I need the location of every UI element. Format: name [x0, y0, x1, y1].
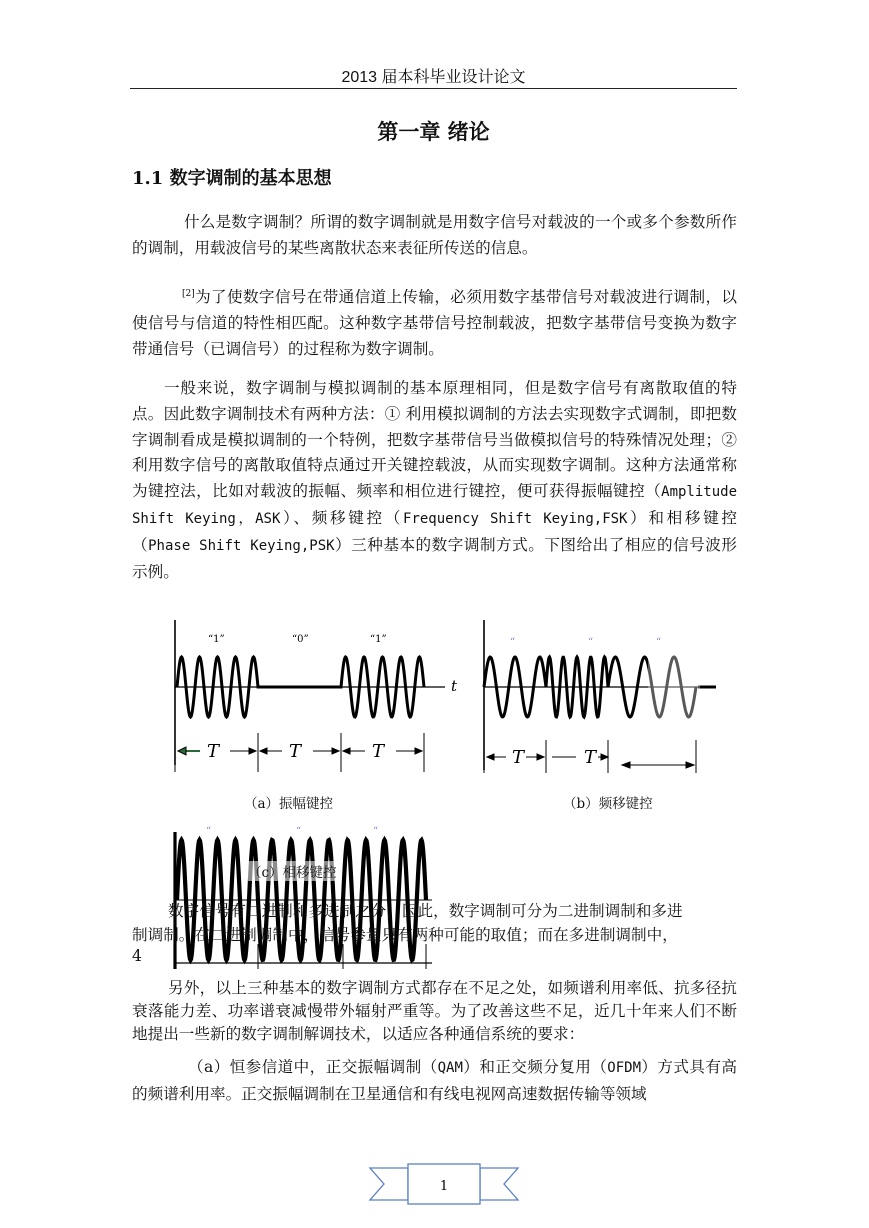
qam-term: QAM — [437, 1060, 463, 1076]
citation-ref: [2] — [182, 289, 195, 299]
paragraph-6-text-c: ）方式具有高的频谱利用率。正交振幅调制在卫星通信和有线电视网高速数据传输等领域 — [132, 1058, 737, 1103]
section-title: 1.1 数字调制的基本思想 — [132, 168, 332, 189]
page-number: 1 — [439, 1179, 449, 1194]
ofdm-term: OFDM — [607, 1060, 641, 1076]
psk-caption: （c）相移键控 — [248, 861, 337, 881]
fsk-waveform-figure — [480, 615, 720, 780]
paragraph-2 — [132, 282, 737, 363]
paragraph-2-text: 为了使数字信号在带通信道上传输，必须用数字基带信号对载波进行调制，以使信号与信道的特性相匹配。这种数字基带信号控制载波，把数字基带信号变换为数字带通信号（已调信号）的过程称为数字调制。 — [132, 288, 737, 358]
paragraph-4-line-3: 4 — [132, 947, 142, 965]
ask-bit-label-2: “0” — [292, 634, 309, 645]
fsk-period-label-2: T — [584, 747, 597, 768]
fsk-bit-mark-2: “ — [588, 637, 594, 648]
paragraph-6 — [132, 1055, 737, 1108]
ask-period-label-1: T — [207, 741, 220, 762]
ask-caption: （a）振幅键控 — [244, 796, 334, 812]
paragraph-3-text-a: 一般来说，数字调制与模拟调制的基本原理相同，但是数字信号有离散取值的特点。因此数字调制技术有两种方法：① 利用模拟调制的方法去实现数字式调制，即把数字调制看成是模拟调制的一个特例，把数字基带信号当做模拟信号的特殊情况处理；② 利用数字信号的离散取值特点通过开关键控载波，从而实现数字调制。这种方法通常称为键控法，比如对载波的振幅、频率和相位进行键控，便可获得振幅键控（ — [132, 379, 737, 501]
psk-bit-mark-3: “ — [373, 826, 379, 837]
ask-waveform — [177, 657, 424, 717]
page-header: 2013 届本科毕业设计论文 — [341, 69, 526, 86]
paragraph-6-text-a: （a）恒参信道中，正交振幅调制（ — [188, 1058, 438, 1076]
paragraph-5: 另外，以上三种基本的数字调制方式都存在不足之处，如频谱利用率低、抗多径抗衰落能力差、功率谱衰减慢带外辐射严重等。为了改善这些不足，近几十年来人们不断地提出一些新的数字调制解调技术，以适应各种通信系统的要求： — [132, 979, 737, 1043]
chapter-title: 第一章 绪论 — [377, 119, 490, 144]
fsk-term: Frequency Shift Keying,FSK — [403, 510, 628, 527]
fsk-bit-mark-1: “ — [510, 637, 516, 648]
paragraph-4-line-1: 数字信号有二进制和多进制之分，因此，数字调制可分为二进制调制和多进 — [168, 902, 683, 920]
header-rule — [130, 88, 737, 89]
psk-term: Phase Shift Keying,PSK — [148, 537, 335, 554]
psk-bit-mark-1: “ — [206, 826, 212, 837]
paragraph-3 — [132, 376, 737, 585]
ask-bit-label-1: “1” — [208, 634, 225, 645]
ask-t-label: t — [451, 677, 458, 695]
paragraph-1: 什么是数字调制？所谓的数字调制就是用数字信号对载波的一个或多个参数所作的调制，用载波信号的某些离散状态来表征所传送的信息。 — [132, 213, 737, 257]
paragraph-3-text-c: ）和相移键控（ — [132, 508, 737, 554]
paragraph-3-text-d: ）三种基本的数字调制方式。下图给出了相应的信号波形示例。 — [132, 535, 737, 581]
fsk-caption: （b）频移键控 — [563, 796, 653, 812]
psk-bit-mark-2: “ — [296, 826, 302, 837]
ask-bit-label-3: “1” — [370, 634, 387, 645]
ask-term: Amplitude Shift Keying，ASK — [132, 484, 737, 527]
fsk-period-label-1: T — [512, 747, 525, 768]
paragraph-6-text-b: ）和正交频分复用（ — [462, 1058, 608, 1076]
ask-period-label-2: T — [289, 741, 302, 762]
page-number-ribbon — [368, 1158, 520, 1208]
fsk-bit-mark-3: “ — [656, 637, 662, 648]
ask-waveform-figure — [170, 615, 470, 775]
paragraph-3-text-b: ）、频移键控（ — [280, 508, 404, 527]
ask-period-label-3: T — [372, 741, 385, 762]
paragraph-4-line-2: 制调制。在二进制调制中，信号参量只有两种可能的取值；而在多进制调制中， — [132, 926, 678, 944]
